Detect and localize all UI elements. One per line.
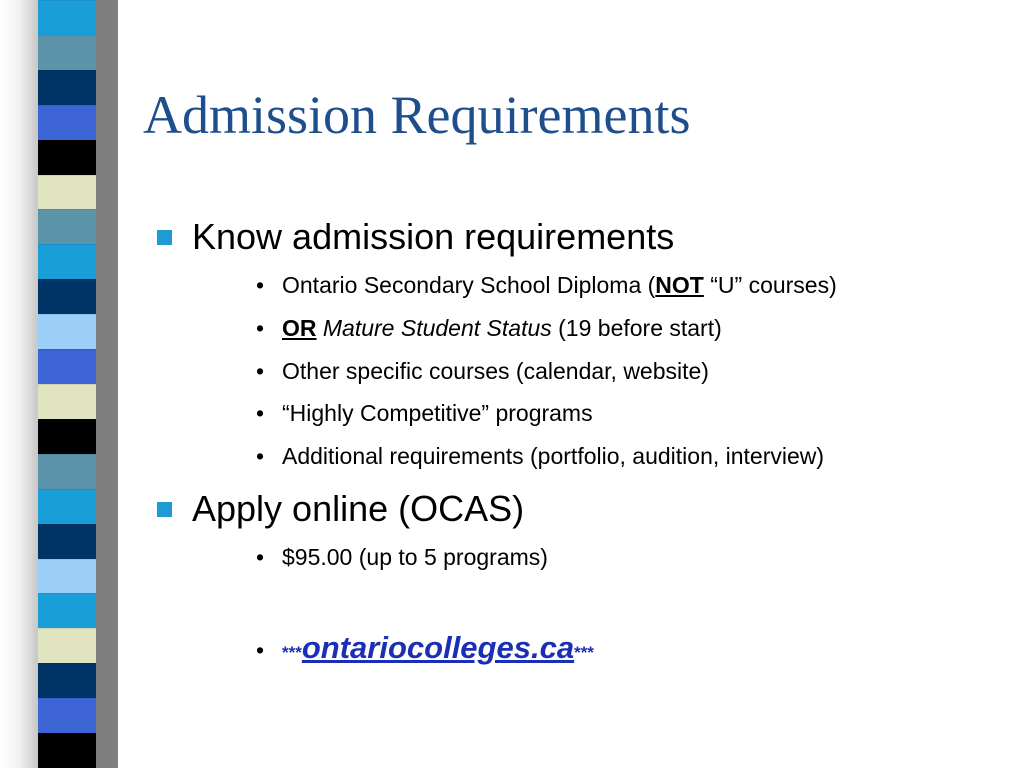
sub-bullet-fee xyxy=(256,544,548,571)
stripe-block xyxy=(38,35,98,70)
sub-bullet-text-after: “U” courses) xyxy=(703,272,837,298)
bullet-text: Apply online (OCAS) xyxy=(192,488,525,529)
stripe-block xyxy=(38,209,98,244)
stripe-block xyxy=(38,314,98,349)
stripe-block xyxy=(38,628,98,663)
stripe-block xyxy=(38,593,98,628)
stripe-block xyxy=(38,489,98,524)
sub-bullet-specific-courses xyxy=(256,358,709,385)
bullet-know-requirements xyxy=(157,216,674,258)
sub-bullet-link xyxy=(256,630,594,666)
sub-bullet-text: “Highly Competitive” programs xyxy=(282,400,593,426)
sub-bullet-ossd xyxy=(256,272,837,299)
not-emphasis: NOT xyxy=(655,272,704,298)
bullet-apply-online xyxy=(157,488,524,530)
stripe-block xyxy=(38,279,98,314)
stripe-block xyxy=(38,105,98,140)
stripe-block xyxy=(38,70,98,105)
stripe-block xyxy=(38,559,98,594)
dot-bullet-icon: • xyxy=(256,358,265,384)
or-emphasis: OR xyxy=(282,315,317,341)
ontariocolleges-link[interactable]: ontariocolleges.ca xyxy=(301,630,575,665)
stars-left: *** xyxy=(282,643,302,662)
sub-bullet-additional-requirements xyxy=(256,443,824,470)
stripe-block xyxy=(38,140,98,175)
stripe-block xyxy=(38,454,98,489)
stripe-block xyxy=(38,0,98,35)
stripe-block xyxy=(38,698,98,733)
sub-bullet-text: $95.00 (up to 5 programs) xyxy=(282,544,548,570)
sub-bullet-text-after: (19 before start) xyxy=(551,315,722,341)
dot-bullet-icon: • xyxy=(256,400,265,426)
striped-decoration xyxy=(38,0,98,768)
stars-right: *** xyxy=(574,643,594,662)
slide-title: Admission Requirements xyxy=(143,85,691,145)
dot-bullet-icon: • xyxy=(256,544,265,570)
square-bullet-icon xyxy=(157,230,172,245)
sub-bullet-mature-student xyxy=(256,315,722,342)
dot-bullet-icon: • xyxy=(256,637,265,663)
stripe-block xyxy=(38,384,98,419)
dot-bullet-icon: • xyxy=(256,315,265,341)
mature-student-status: Mature Student Status xyxy=(316,315,552,341)
sub-bullet-text: Other specific courses (calendar, website) xyxy=(282,358,709,384)
sub-bullet-text: Additional requirements (portfolio, audition, interview) xyxy=(282,443,825,469)
stripe-block xyxy=(38,175,98,210)
square-bullet-icon xyxy=(157,502,172,517)
stripe-block xyxy=(38,524,98,559)
stripe-block xyxy=(38,419,98,454)
dot-bullet-icon: • xyxy=(256,272,265,298)
bullet-text: Know admission requirements xyxy=(192,216,675,257)
stripe-block xyxy=(38,349,98,384)
gray-band xyxy=(96,0,118,768)
dot-bullet-icon: • xyxy=(256,443,265,469)
sub-bullet-highly-competitive xyxy=(256,400,593,427)
stripe-block xyxy=(38,663,98,698)
stripe-block xyxy=(38,733,98,768)
stripe-block xyxy=(38,244,98,279)
sub-bullet-text: Ontario Secondary School Diploma ( xyxy=(282,272,656,298)
